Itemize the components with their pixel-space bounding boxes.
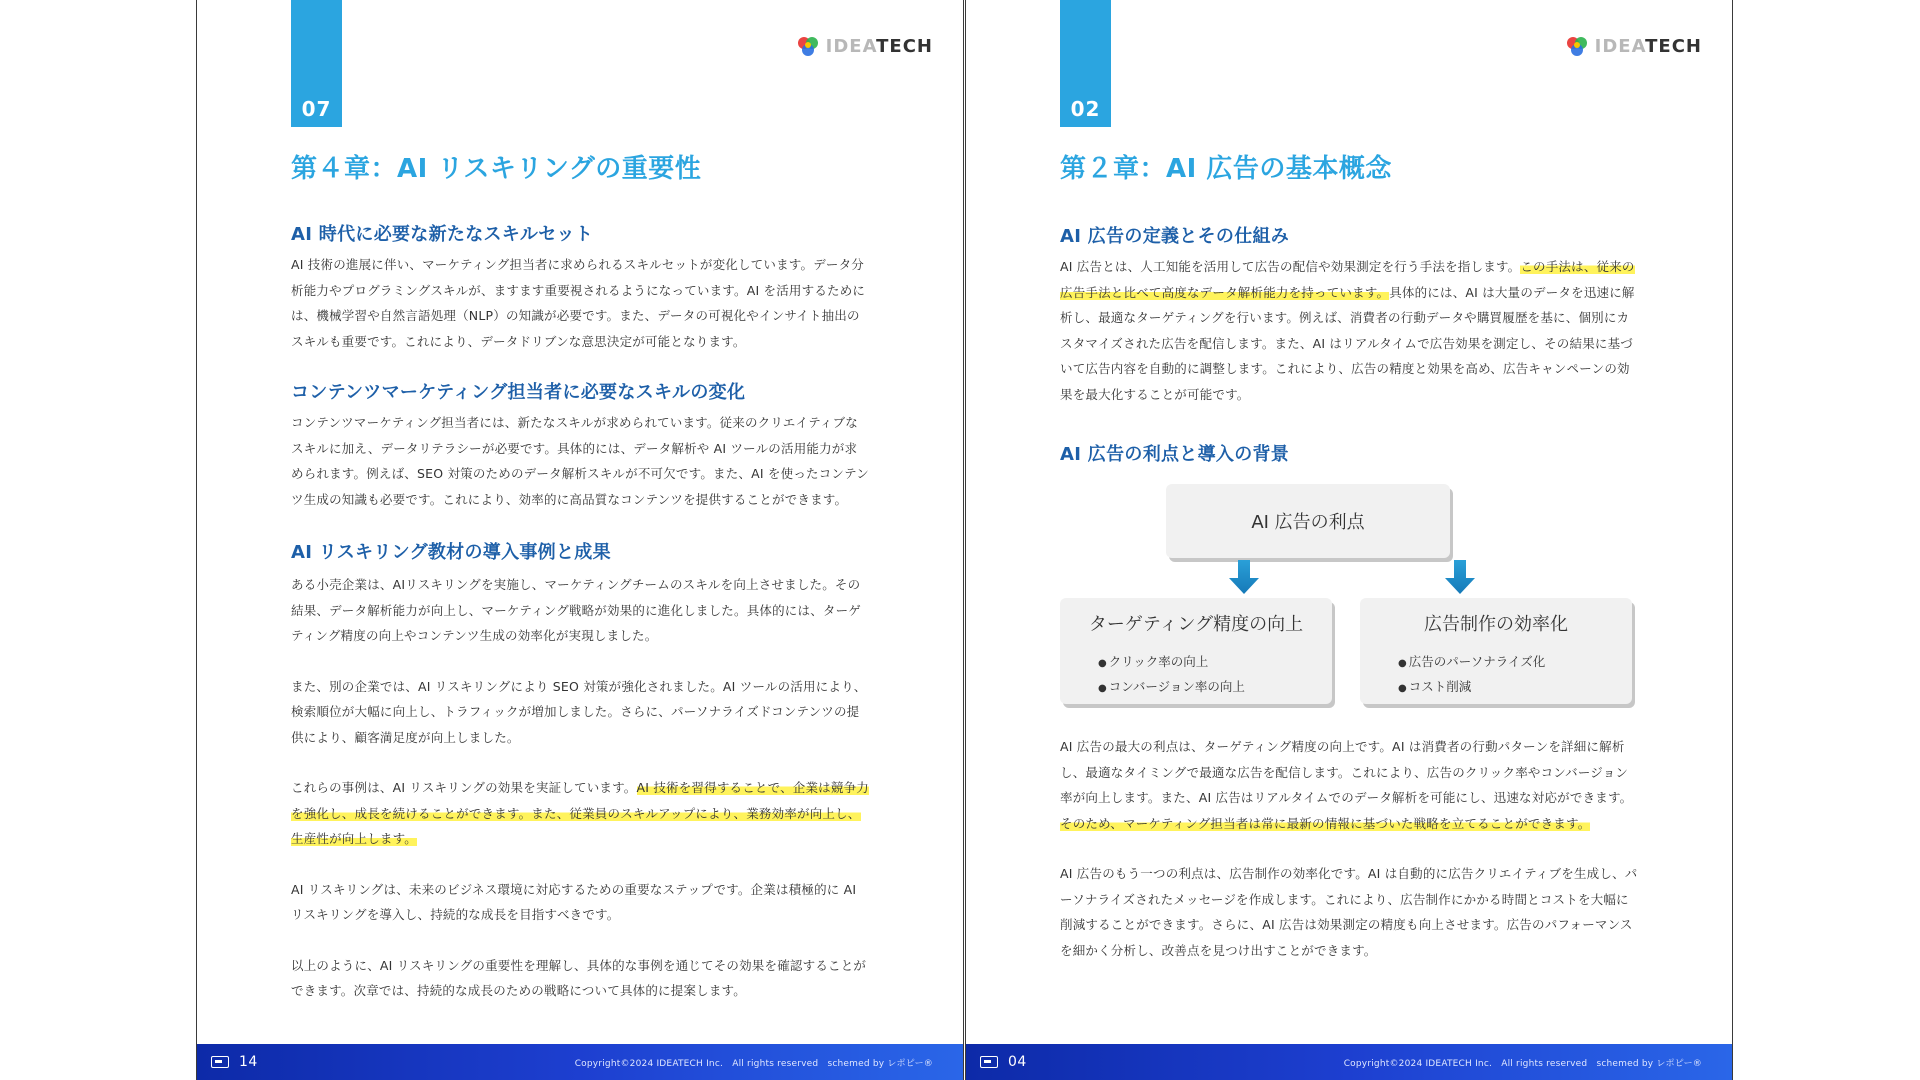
arrow-down-icon [1229, 560, 1259, 594]
diagram-top-box [1166, 484, 1450, 558]
case-paragraph-1: ある小売企業は、AIリスキリングを実施し、マーケティングチームのスキルを向上させました。その結果、データ解析能力が向上し、マーケティング戦略が効果的に進化しました。具体的には、ターゲティング精度の向上やコンテンツ生成の効率化が実現しました。 [291, 577, 862, 643]
ideatech-logo-icon [796, 34, 820, 58]
highlighted-text: この手法は、従来の広告手法と比べて高度なデータ解析能力を持っています。 [1060, 259, 1635, 300]
efficiency-title: 広告制作の効率化 [1424, 614, 1568, 635]
list-item: ● コスト削減 [1398, 675, 1545, 700]
diagram-top-label: AI 広告の利点 [1251, 512, 1365, 533]
section-heading: コンテンツマーケティング担当者に必要なスキルの変化 [291, 382, 746, 403]
chapter-number-tab: 07 [291, 0, 342, 127]
copyright-text: Copyright©2024 IDEATECH Inc. All rights reserved schemed by レポピー® [574, 1058, 933, 1069]
diagram-targeting-box [1060, 598, 1332, 704]
left-page [196, 0, 964, 1080]
page-number: 14 [239, 1054, 258, 1070]
benefits-diagram [1060, 484, 1638, 710]
case-paragraph-3: これらの事例は、AI リスキリングの効果を実証しています。AI 技術を習得することで、企業は競争力を強化し、成長を続けることができます。また、従業員のスキルアップにより、業務効率が向上し、生産性が向上します。 [291, 780, 869, 846]
case-paragraph-5: 以上のように、AI リスキリングの重要性を理解し、具体的な事例を通じてその効果を確認することができます。次章では、持続的な成長のための戦略について具体的に提案します。 [291, 957, 867, 998]
section-paragraph: AI 技術の進展に伴い、マーケティング担当者に求められるスキルセットが変化しています。データ分析能力やプログラミングスキルが、ますます重要視されるようになっています。AI を活用するためには、機械学習や自然言語処理（NLP）の知識が必要です。また、データの可視化やインサイト抽出のスキルも重要です。これにより、データドリブンな意思決定が可能となります。 [291, 257, 866, 349]
logo-text: IDEATECH [1594, 35, 1702, 57]
page-icon [211, 1056, 229, 1068]
list-item: ● クリック率の向上 [1098, 650, 1245, 675]
page-footer [966, 1044, 1732, 1080]
page-number: 04 [1008, 1054, 1027, 1070]
arrow-down-icon [1445, 560, 1475, 594]
benefits-paragraph-1 [1060, 734, 1638, 836]
highlighted-text: そのため、マーケティング担当者は常に最新の情報に基づいた戦略を立てることができます。 [1060, 815, 1591, 831]
section-heading: AI 広告の定義とその仕組み [1060, 226, 1290, 247]
case-paragraph-2: また、別の企業では、AI リスキリングにより SEO 対策が強化されました。AI ツールの活用により、検索順位が大幅に向上し、トラフィックが増加しました。さらに、パーソナライズドコンテンツの提供により、顧客満足度が向上しました。 [291, 678, 867, 745]
chapter-title: 第２章：AI 広告の基本概念 [1060, 154, 1392, 184]
page-icon [980, 1056, 998, 1068]
paragraph: AI 広告の最大の利点は、ターゲティング精度の向上です。AI は消費者の行動パターンを詳細に解析し、最適なタイミングで最適な広告を配信します。これにより、広告のクリック率やコンバージョン率が向上します。また、AI 広告はリアルタイムでのデータ解析を可能にし、迅速な対応ができます。そのため、マーケティング担当者は常に最新の情報に基づいた戦略を立てることができます。 [1060, 739, 1633, 831]
ideatech-logo [796, 34, 933, 58]
list-item: ● 広告のパーソナライズ化 [1398, 650, 1545, 675]
ideatech-logo [1565, 34, 1702, 58]
section-ai-ad-benefits [1060, 440, 1638, 466]
section-paragraph: コンテンツマーケティング担当者には、新たなスキルが求められています。従来のクリエイティブなスキルに加え、データリテラシーが必要です。具体的には、データ解析や AI ツールの活用能力が求められます。例えば、SEO 対策のためのデータ解析スキルが不可欠です。また、AI を使ったコンテンツ生成の知識も必要です。これにより、効率的に高品質なコンテンツを提供することができます。 [291, 415, 869, 507]
efficiency-bullets [1398, 650, 1545, 700]
section-heading: AI 時代に必要な新たなスキルセット [291, 224, 594, 245]
ideatech-logo-icon [1565, 34, 1589, 58]
highlighted-text: AI 技術を習得することで、企業は競争力を強化し、成長を続けることができます。また、従業員のスキルアップにより、業務効率が向上し、生産性が向上します。 [291, 780, 869, 846]
list-item: ● コンバージョン率の向上 [1098, 675, 1245, 700]
diagram-efficiency-box [1360, 598, 1632, 704]
section-ai-ad-definition [1060, 222, 1638, 407]
case-paragraph-4: AI リスキリングは、未来のビジネス環境に対応するための重要なステップです。企業は積極的に AI リスキリングを導入し、持続的な成長を目指すべきです。 [291, 881, 857, 922]
section-heading: AI リスキリング教材の導入事例と成果 [291, 542, 611, 563]
chapter-title: 第４章：AI リスキリングの重要性 [291, 154, 702, 184]
copyright-text: Copyright©2024 IDEATECH Inc. All rights reserved schemed by レポピー® [1343, 1058, 1702, 1069]
benefits-paragraph-2 [1060, 861, 1638, 963]
chapter-number-tab: 02 [1060, 0, 1111, 127]
targeting-title: ターゲティング精度の向上 [1088, 614, 1304, 635]
targeting-bullets [1098, 650, 1245, 700]
right-page [965, 0, 1733, 1080]
definition-paragraph: AI 広告とは、人工知能を活用して広告の配信や効果測定を行う手法を指します。この手法は、従来の広告手法と比べて高度なデータ解析能力を持っています。具体的には、AI は大量のデータを迅速に解析し、最適なターゲティングを行います。例えば、消費者の行動データや購買履歴を基に、個別にカスタマイズされた広告を配信します。また、AI はリアルタイムで広告効果を測定し、その結果に基づいて広告内容を自動的に調整します。これにより、広告の精度と効果を高め、広告キャンペーンの効果を最大化することが可能です。 [1060, 259, 1635, 402]
section-new-skills [291, 220, 869, 354]
section-heading: AI 広告の利点と導入の背景 [1060, 444, 1290, 465]
paragraph: AI 広告のもう一つの利点は、広告制作の効率化です。AI は自動的に広告クリエイティブを生成し、パーソナライズされたメッセージを作成します。これにより、広告制作にかかる時間とコストを大幅に削減することができます。さらに、AI 広告は効果測定の精度も向上させます。広告のパフォーマンスを細かく分析し、改善点を見つけ出すことができます。 [1060, 866, 1638, 958]
section-case-studies [291, 538, 869, 1004]
page-footer [197, 1044, 963, 1080]
logo-text: IDEATECH [825, 35, 933, 57]
section-content-skills [291, 378, 869, 512]
